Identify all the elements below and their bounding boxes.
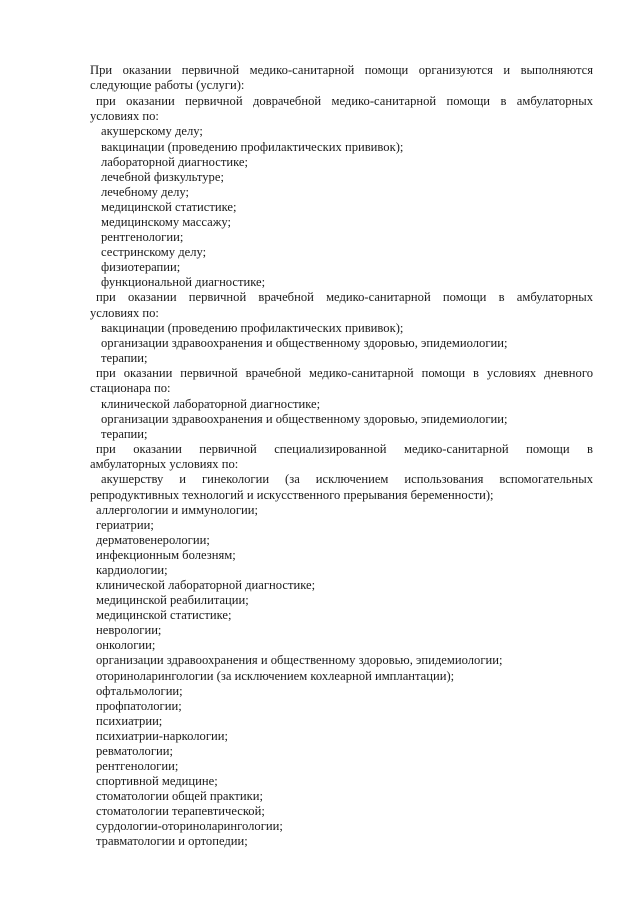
list-item: психиатрии-наркологии;: [96, 729, 228, 743]
list-item: вакцинации (проведению профилактических прививок);: [101, 321, 404, 335]
list-item: психиатрии;: [96, 714, 163, 728]
list-item: акушерскому делу;: [101, 124, 203, 138]
section-4-heading-line-1: при оказании первичной специализированной медико-санитарной помощи в: [96, 442, 593, 456]
list-item: онкологии;: [96, 638, 156, 652]
list-item: стоматологии терапевтической;: [96, 804, 265, 818]
list-item: инфекционным болезням;: [96, 548, 236, 562]
section-1-heading-line-1: при оказании первичной доврачебной медико-санитарной помощи в амбулаторных: [96, 94, 593, 108]
section-4-heading-line-2: амбулаторных условиях по:: [90, 457, 239, 471]
intro-line-1: При оказании первичной медико-санитарной помощи организуются и выполняются: [90, 63, 593, 77]
list-item: лечебному делу;: [101, 185, 190, 199]
list-item: стоматологии общей практики;: [96, 789, 264, 803]
list-item-continuation: репродуктивных технологий и искусственного прерывания беременности);: [90, 488, 494, 502]
list-item: организации здравоохранения и общественному здоровью, эпидемиологии;: [101, 412, 508, 426]
list-item: сурдологии-оториноларингологии;: [96, 819, 283, 833]
list-item: травматологии и ортопедии;: [96, 834, 248, 848]
list-item: терапии;: [101, 427, 148, 441]
section-3-heading-line-2: стационара по:: [90, 381, 171, 395]
section-2-heading-line-1: при оказании первичной врачебной медико-санитарной помощи в амбулаторных: [96, 290, 593, 304]
list-item: вакцинации (проведению профилактических прививок);: [101, 140, 404, 154]
list-item: кардиологии;: [96, 563, 168, 577]
list-item: аллергологии и иммунологии;: [96, 503, 258, 517]
list-item: оториноларингологии (за исключением кохлеарной имплантации);: [96, 669, 455, 683]
list-item: рентгенологии;: [96, 759, 179, 773]
list-item: спортивной медицине;: [96, 774, 218, 788]
intro-line-2: следующие работы (услуги):: [90, 78, 245, 92]
list-item: функциональной диагностике;: [101, 275, 266, 289]
section-2-heading-line-2: условиях по:: [90, 306, 159, 320]
list-item: медицинской реабилитации;: [96, 593, 249, 607]
list-item: гериатрии;: [96, 518, 154, 532]
list-item: акушерству и гинекологии (за исключением использования вспомогательных: [101, 472, 593, 486]
list-item: профпатологии;: [96, 699, 182, 713]
list-item: медицинской статистике;: [96, 608, 232, 622]
list-item: неврологии;: [96, 623, 162, 637]
list-item: рентгенологии;: [101, 230, 184, 244]
list-item: ревматологии;: [96, 744, 173, 758]
list-item: терапии;: [101, 351, 148, 365]
list-item: офтальмологии;: [96, 684, 183, 698]
list-item: сестринскому делу;: [101, 245, 207, 259]
list-item: организации здравоохранения и общественному здоровью, эпидемиологии;: [101, 336, 508, 350]
list-item: клинической лабораторной диагностике;: [101, 397, 321, 411]
list-item: организации здравоохранения и общественному здоровью, эпидемиологии;: [96, 653, 503, 667]
section-1-heading-line-2: условиях по:: [90, 109, 159, 123]
list-item: лабораторной диагностике;: [101, 155, 248, 169]
list-item: клинической лабораторной диагностике;: [96, 578, 316, 592]
list-item: дерматовенерологии;: [96, 533, 210, 547]
list-item: медицинскому массажу;: [101, 215, 232, 229]
section-3-heading-line-1: при оказании первичной врачебной медико-санитарной помощи в условиях дневного: [96, 366, 593, 380]
list-item: физиотерапии;: [101, 260, 181, 274]
list-item: лечебной физкультуре;: [101, 170, 224, 184]
list-item: медицинской статистике;: [101, 200, 237, 214]
